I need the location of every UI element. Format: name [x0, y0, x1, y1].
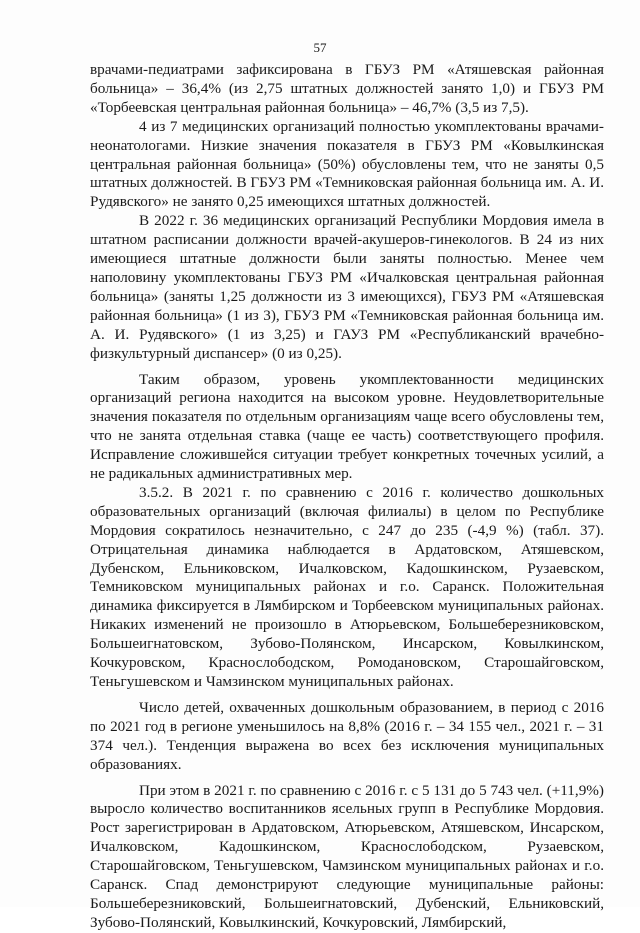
- page-number: 57: [313, 40, 327, 55]
- paragraph: При этом в 2021 г. по сравнению с 2016 г. с 5 131 до 5 743 чел. (+11,9%) выросло количество воспитанников ясельных групп в Республике Мордовия. Рост зарегистрирован в Ардатовском, Атюрьевском, Атяшевском, Инсарском, Ичалковском, Кадошкинском, Краснослободском, Рузаевском, Старошайговском, Теньгушевском, Чамзинском муниципальных районах и г.о. Саранск. Спад демонстрируют следующие муниципальные районы: Большеберезниковский, Большеигнатовский, Дубенский, Ельниковский, Зубово-Полянский, Ковылкинский, Кочкуровский, Лямбирский,: [90, 781, 604, 931]
- paragraph: Таким образом, уровень укомплектованности медицинских организаций региона находится на высоком уровне. Неудовлетворительные значения показателя по отдельным организациям чаще всего обусловлены тем, что не занята отдельная ставка (чаще ее часть) соответствующего профиля. Исправление сложившейся ситуации требует конкретных точечных усилий, а не радикальных административных мер.: [90, 370, 604, 483]
- section-paragraph: 3.5.2. В 2021 г. по сравнению с 2016 г. количество дошкольных образовательных организаций (включая филиалы) в целом по Республике Мордовия сократилось незначительно, с 247 до 235 (-4,9 %) (табл. 37). Отрицательная динамика наблюдается в Ардатовском, Атяшевском, Дубенском, Ельниковском, Ичалковском, Кадошкинском, Рузаевском, Темниковском муниципальных районах и г.о. Саранск. Положительная динамика фиксируется в Лямбирском и Торбеевском муниципальных районах. Никаких изменений не произошло в Атюрьевском, Большеберезниковском, Большеигнатовском, Зубово-Полянском, Инсарском, Ковылкинском, Кочкуровском, Краснослободском, Ромодановском, Старошайговском, Теньгушевском и Чамзинском муниципальных районах.: [90, 483, 604, 690]
- paragraph: В 2022 г. 36 медицинских организаций Республики Мордовия имела в штатном расписании должности врачей-акушеров-гинекологов. В 24 из них имеющиеся штатные должности были заняты полностью. Менее чем наполовину укомплектованы ГБУЗ РМ «Ичалковская центральная районная больница» (заняты 1,25 должности из 3 имеющихся), ГБУЗ РМ «Атяшевская районная больница» (1 из 3), ГБУЗ РМ «Темниковская районная больница им. А. И. Рудявского» (1 из 3,25) и ГАУЗ РМ «Республиканский врачебно-физкультурный диспансер» (0 из 0,25).: [90, 212, 604, 362]
- paragraph: врачами-педиатрами зафиксирована в ГБУЗ РМ «Атяшевская районная больница» – 36,4% (из 2,75 штатных должностей занято 1,0) и ГБУЗ РМ «Торбеевская центральная районная больница» – 46,7% (3,5 из 7,5).: [90, 61, 604, 116]
- paragraph: 4 из 7 медицинских организаций полностью укомплектованы врачами-неонатологами. Низкие значения показателя в ГБУЗ РМ «Ковылкинская центральная районная больница» (50%) обусловлены тем, что не заняты 0,5 штатных должностей. В ГБУЗ РМ «Темниковская районная больница им. А. И. Рудявского» не занято 0,25 имеющихся штатных должностей.: [90, 117, 604, 211]
- document-body: [90, 61, 604, 933]
- paragraph: Число детей, охваченных дошкольным образованием, в период с 2016 по 2021 год в регионе уменьшилось на 8,8% (2016 г. – 34 155 чел., 2021 г. – 31 374 чел.). Тенденция выражена во всех без исключения муниципальных образованиях.: [90, 698, 604, 773]
